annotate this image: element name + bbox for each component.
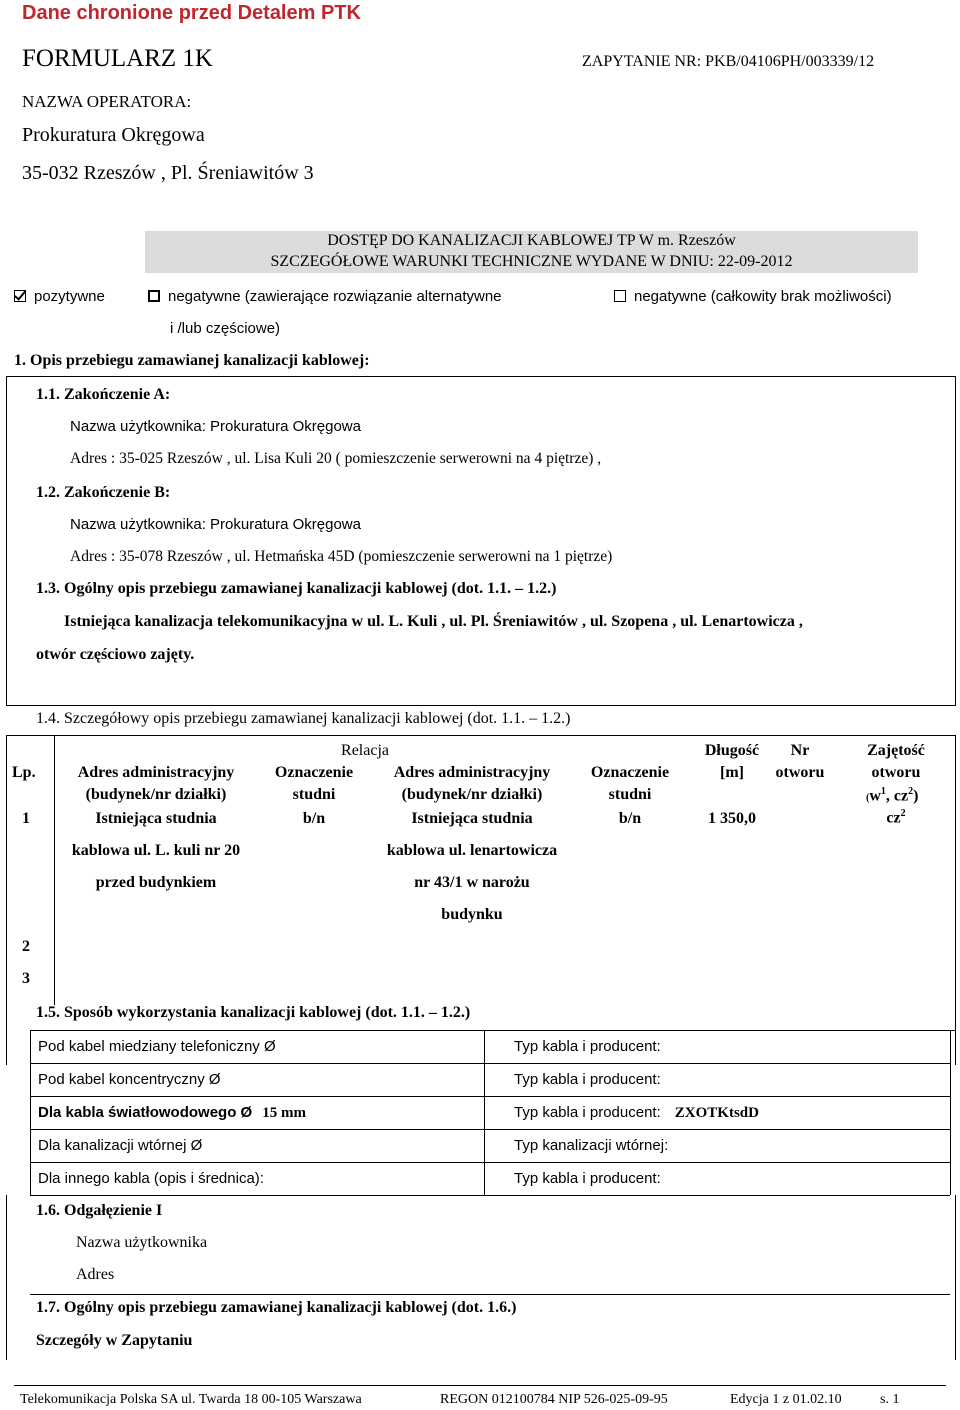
- operator-address: 35-032 Rzeszów , Pl. Śreniawitów 3: [22, 162, 314, 184]
- col-address-b: Adres administracyjny: [393, 764, 551, 781]
- option-negative-full[interactable]: negatywne (całkowity brak możliwości): [614, 288, 892, 306]
- row-1-address-b: Istniejąca studnia: [411, 810, 533, 827]
- col-length-unit: [m]: [720, 764, 744, 781]
- general-description: Istniejąca kanalizacja telekomunikacyjna w ul. L. Kuli , ul. Pl. Śreniawitów , ul. Szopena , ul. Lenartowicza ,: [64, 613, 803, 630]
- end-a-address: Adres : 35-025 Rzeszów , ul. Lisa Kuli 20 ( pomieszczenie serwerowni na 4 piętrze) ,: [70, 450, 602, 467]
- section-1-7-heading: 1.7. Ogólny opis przebiegu zamawianej kanalizacji kablowej (dot. 1.6.): [36, 1299, 517, 1316]
- general-description-cont: otwór częściowo zajęty.: [36, 646, 195, 663]
- col-hole-nr: Nr: [790, 742, 810, 759]
- col-hole-nr-sub: otworu: [775, 764, 825, 781]
- row-1-manhole-a: b/n: [302, 810, 326, 827]
- footer-company: Telekomunikacja Polska SA ul. Twarda 18 00-105 Warszawa: [20, 1392, 362, 1407]
- row-1-length: 1 350,0: [708, 810, 756, 827]
- operator-name: Prokuratura Okręgowa: [22, 124, 205, 146]
- usage-fiber-type: Typ kabla i producent: ZXOTKtsdD: [514, 1104, 759, 1121]
- footer-registry: REGON 012100784 NIP 526-025-09-95: [440, 1392, 668, 1407]
- col-occupancy-legend: ($w^1$, $cz^2$): [866, 786, 919, 805]
- row-1-manhole-b: b/n: [618, 810, 642, 827]
- option-negative-alternative-cont: i /lub częściowe): [170, 320, 281, 337]
- section-1-3-heading: 1.3. Ogólny opis przebiegu zamawianej kanalizacji kablowej (dot. 1.1. – 1.2.): [36, 580, 557, 597]
- option-positive[interactable]: pozytywne: [14, 288, 105, 306]
- row-1-address-a-2: kablowa ul. L. kuli nr 20: [71, 842, 241, 859]
- col-manhole-a: Oznaczenie: [274, 764, 354, 781]
- section-1-5-heading: 1.5. Sposób wykorzystania kanalizacji kablowej (dot. 1.1. – 1.2.): [36, 1004, 471, 1021]
- section-1-heading: 1. Opis przebiegu zamawianej kanalizacji kablowej:: [14, 352, 370, 369]
- usage-fiber-label: Dla kabla światłowodowego Ø 15 mm: [38, 1104, 306, 1121]
- row-1-occupancy: $cz^2$: [886, 808, 906, 827]
- checked-checkbox-icon[interactable]: [14, 290, 26, 302]
- details-in-request: Szczegóły w Zapytaniu: [36, 1332, 193, 1349]
- end-b-address: Adres : 35-078 Rzeszów , ul. Hetmańska 45D (pomieszczenie serwerowni na 1 piętrze): [70, 548, 613, 565]
- request-number: ZAPYTANIE NR: PKB/04106PH/003339/12: [582, 53, 875, 70]
- end-a-user: Nazwa użytkownika: Prokuratura Okręgowa: [70, 418, 361, 435]
- row-1-address-b-3: nr 43/1 w narożu: [414, 874, 530, 891]
- section-1-6-heading: 1.6. Odgałęzienie I: [36, 1202, 163, 1219]
- col-occupancy: Zajętość: [867, 742, 925, 759]
- usage-other-label: Dla innego kabla (opis i średnica):: [38, 1170, 264, 1187]
- usage-coax-type: Typ kabla i producent:: [514, 1071, 661, 1088]
- row-1-address-a-3: przed budynkiem: [95, 874, 217, 891]
- row-3-lp: 3: [22, 970, 30, 987]
- col-address-a: Adres administracyjny: [77, 764, 235, 781]
- col-manhole-a-sub: studni: [292, 786, 336, 803]
- col-length: Długość: [704, 742, 760, 759]
- banner-subtitle: SZCZEGÓŁOWE WARUNKI TECHNICZNE WYDANE W DNIU: 22-09-2012: [270, 253, 793, 270]
- usage-other-type: Typ kabla i producent:: [514, 1170, 661, 1187]
- col-manhole-b: Oznaczenie: [590, 764, 670, 781]
- row-1-address-a: Istniejąca studnia: [95, 810, 217, 827]
- checkbox-icon[interactable]: [148, 290, 160, 302]
- form-title: FORMULARZ 1K: [22, 45, 213, 72]
- checkbox-icon[interactable]: [614, 290, 626, 302]
- col-address-b-sub: (budynek/nr działki): [401, 786, 543, 803]
- row-2-lp: 2: [22, 938, 30, 955]
- usage-secondary-label: Dla kanalizacji wtórnej Ø: [38, 1137, 203, 1154]
- row-1-address-b-2: kablowa ul. lenartowicza: [386, 842, 558, 859]
- footer-edition: Edycja 1 z 01.02.10: [730, 1392, 842, 1407]
- col-occupancy-sub: otworu: [871, 764, 921, 781]
- protected-note: Dane chronione przed Detalem PTK: [22, 2, 361, 24]
- branch-user: Nazwa użytkownika: [76, 1234, 208, 1251]
- section-1-4-heading: 1.4. Szczegółowy opis przebiegu zamawianej kanalizacji kablowej (dot. 1.1. – 1.2.): [36, 710, 571, 727]
- end-b-user: Nazwa użytkownika: Prokuratura Okręgowa: [70, 516, 361, 533]
- branch-address: Adres: [76, 1266, 115, 1283]
- col-manhole-b-sub: studni: [608, 786, 652, 803]
- option-negative-alternative[interactable]: negatywne (zawierające rozwiązanie alternatywne: [148, 288, 502, 306]
- row-1-address-b-4: budynku: [441, 906, 503, 923]
- usage-copper-label: Pod kabel miedziany telefoniczny Ø: [38, 1038, 276, 1055]
- banner-title: DOSTĘP DO KANALIZACJI KABLOWEJ TP W m. Rzeszów: [327, 232, 736, 249]
- col-relacja: Relacja: [341, 742, 389, 759]
- usage-coax-label: Pod kabel koncentryczny Ø: [38, 1071, 221, 1088]
- usage-secondary-type: Typ kanalizacji wtórnej:: [514, 1137, 669, 1154]
- section-1-2-heading: 1.2. Zakończenie B:: [36, 484, 171, 501]
- footer-page-number: s. 1: [880, 1392, 900, 1407]
- row-1-lp: 1: [22, 810, 30, 827]
- operator-label: NAZWA OPERATORA:: [22, 92, 192, 111]
- usage-copper-type: Typ kabla i producent:: [514, 1038, 661, 1055]
- col-address-a-sub: (budynek/nr działki): [85, 786, 227, 803]
- col-lp: Lp.: [12, 764, 36, 781]
- section-1-1-heading: 1.1. Zakończenie A:: [36, 386, 171, 403]
